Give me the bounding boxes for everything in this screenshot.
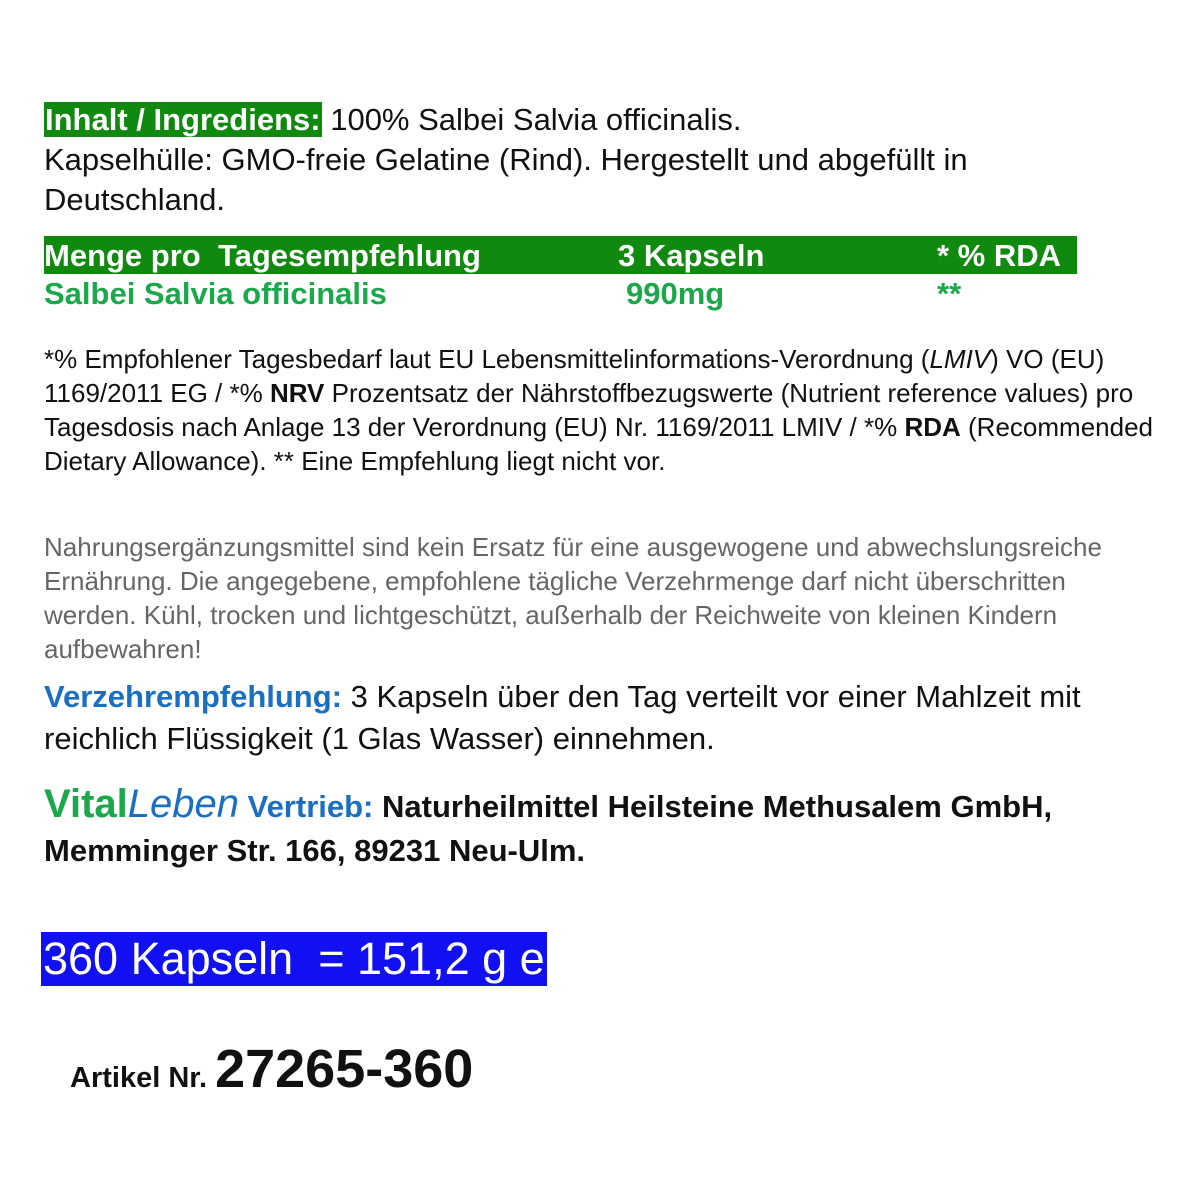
rda-footnote — [44, 342, 1154, 478]
footnote-part-2: ) VO (EU) 1169/2011 EG / *% — [44, 344, 1105, 408]
nutrition-table-header — [44, 236, 1077, 274]
brand-logo-vital: Vital — [44, 782, 128, 826]
header-rda: * % RDA — [937, 238, 1062, 273]
footnote-rda: RDA — [904, 412, 961, 442]
ingredients-section — [44, 100, 1144, 220]
capsule-shell-text: Kapselhülle: GMO-freie Gelatine (Rind). Hergestellt und abgefüllt in Deutschland. — [44, 142, 968, 217]
supplement-disclaimer: Nahrungsergänzungsmittel sind kein Ersatz für eine ausgewogene und abwechslungsreiche Ernährung. Die angegebene, empfohlene tägliche Verzehrmenge darf nicht überschritten werden. Kühl, trocken und lichtgeschützt, außerhalb der Reichweite von kleinen Kindern aufbewahren! — [44, 532, 1102, 664]
dosage-label: Verzehrempfehlung: — [44, 679, 342, 714]
footnote-part-3: Prozentsatz der Nährstoffbezugswerte (Nutrient reference values) pro Tagesdosis nach Anlage 13 der Verordnung (EU) Nr. 1169/2011 LMIV / *% — [44, 378, 1134, 442]
ingredients-text: 100% Salbei Salvia officinalis. — [321, 102, 742, 137]
capsule-count-badge: 360 Kapseln = 151,2 g e — [43, 933, 545, 984]
dosage-text: 3 Kapseln über den Tag verteilt vor einer Mahlzeit mit reichlich Flüssigkeit (1 Glas Wasser) einnehmen. — [44, 679, 1081, 756]
row-amount: 990mg — [626, 276, 725, 311]
dosage-recommendation — [44, 676, 1154, 760]
table-row — [44, 274, 1077, 314]
distributor-label: Vertrieb: — [238, 789, 374, 824]
header-capsules: 3 Kapseln — [618, 238, 765, 273]
footnote-lmiv: LMIV — [929, 344, 991, 374]
distributor-text: Naturheilmittel Heilsteine Methusalem GmbH, Memminger Str. 166, 89231 Neu-Ulm. — [44, 789, 1053, 868]
article-label: Artikel Nr. — [70, 1062, 216, 1094]
row-ingredient: Salbei Salvia officinalis — [44, 276, 387, 311]
article-number — [70, 1038, 473, 1100]
footnote-part-4: (Recommended Dietary Allowance). ** Eine Empfehlung liegt nicht vor. — [44, 412, 1153, 476]
distributor-info — [44, 782, 1154, 873]
article-number-value: 27265-360 — [215, 1039, 474, 1099]
ingredients-label: Inhalt / Ingrediens: — [45, 102, 321, 137]
brand-logo-leben: Leben — [127, 782, 239, 826]
footnote-part-1: *% Empfohlener Tagesbedarf laut EU Lebensmittelinformations-Verordnung ( — [44, 344, 930, 374]
nutrition-table — [44, 236, 1077, 314]
row-rda: ** — [937, 276, 962, 311]
header-amount: Menge pro Tagesempfehlung — [44, 238, 481, 273]
footnote-nrv: NRV — [269, 378, 325, 408]
